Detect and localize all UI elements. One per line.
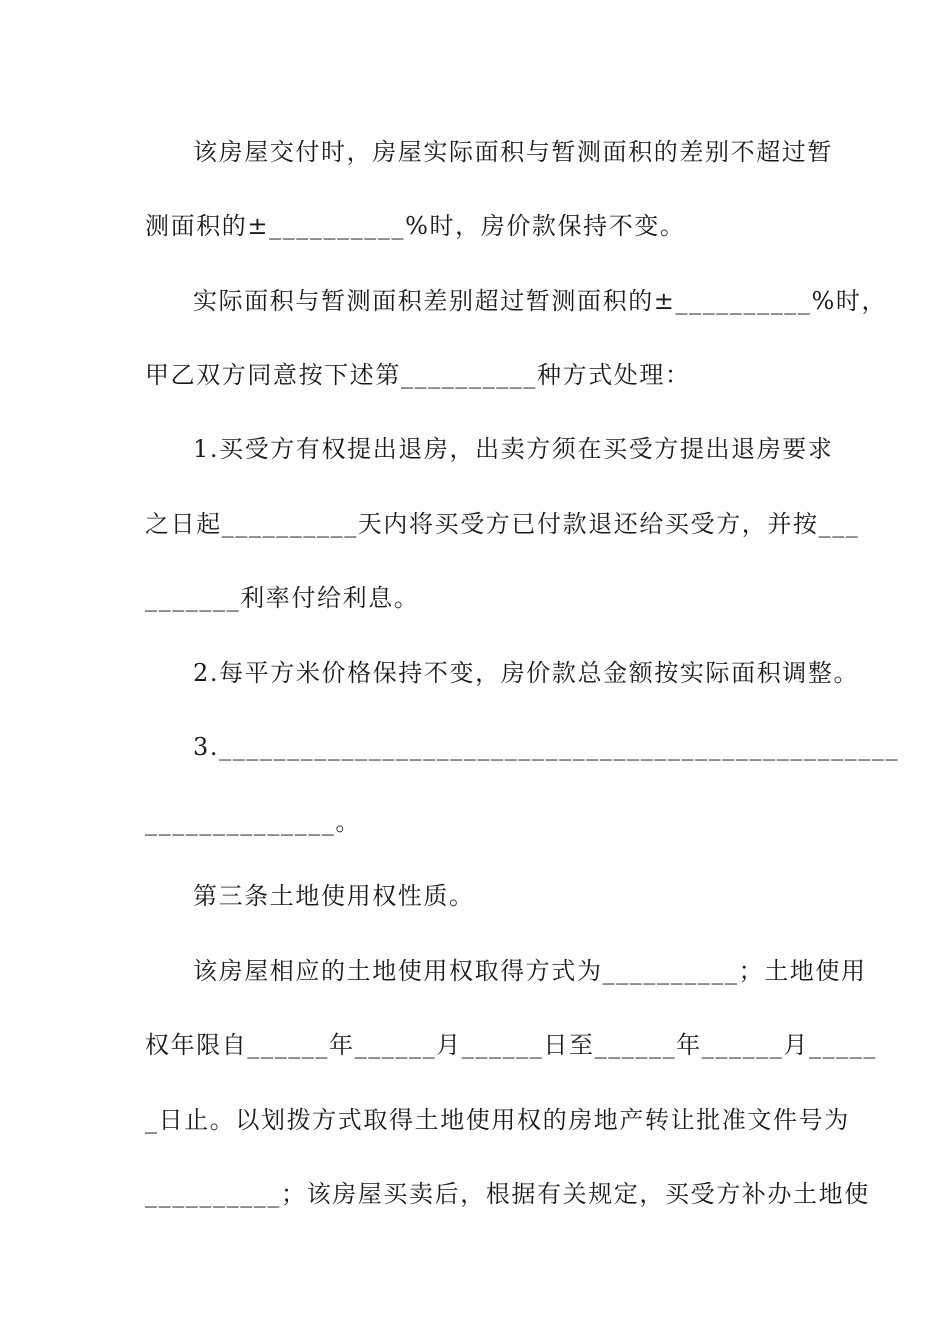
paragraph-line: _______利率付给利息。	[145, 584, 420, 612]
paragraph-line: 权年限自______年______月______日至______年______月_____	[145, 1031, 877, 1059]
paragraph-line: __________；该房屋买卖后，根据有关规定，买受方补办土地使	[145, 1180, 870, 1208]
paragraph-line: ______________。	[145, 808, 361, 836]
paragraph-line: 该房屋相应的土地使用权取得方式为__________；土地使用	[193, 957, 867, 985]
list-item-1: 1.买受方有权提出退房，出卖方须在买受方提出退房要求	[193, 435, 834, 463]
paragraph-line: 之日起__________天内将买受方已付款退还给买受方，并按___	[145, 510, 860, 538]
paragraph-line: 该房屋交付时，房屋实际面积与暂测面积的差别不超过暂	[193, 138, 833, 166]
list-item-2: 2.每平方米价格保持不变，房价款总金额按实际面积调整。	[193, 659, 860, 687]
paragraph-line: 测面积的±__________%时，房价款保持不变。	[145, 212, 686, 240]
section-heading: 第三条土地使用权性质。	[193, 882, 475, 910]
paragraph-line: 实际面积与暂测面积差别超过暂测面积的±__________%时，	[193, 287, 888, 315]
paragraph-line: _日止。以划拨方式取得土地使用权的房地产转让批准文件号为	[145, 1106, 850, 1134]
paragraph-line: 甲乙双方同意按下述第__________种方式处理：	[145, 361, 691, 389]
list-item-3: 3.__________________________________________________	[193, 733, 900, 761]
